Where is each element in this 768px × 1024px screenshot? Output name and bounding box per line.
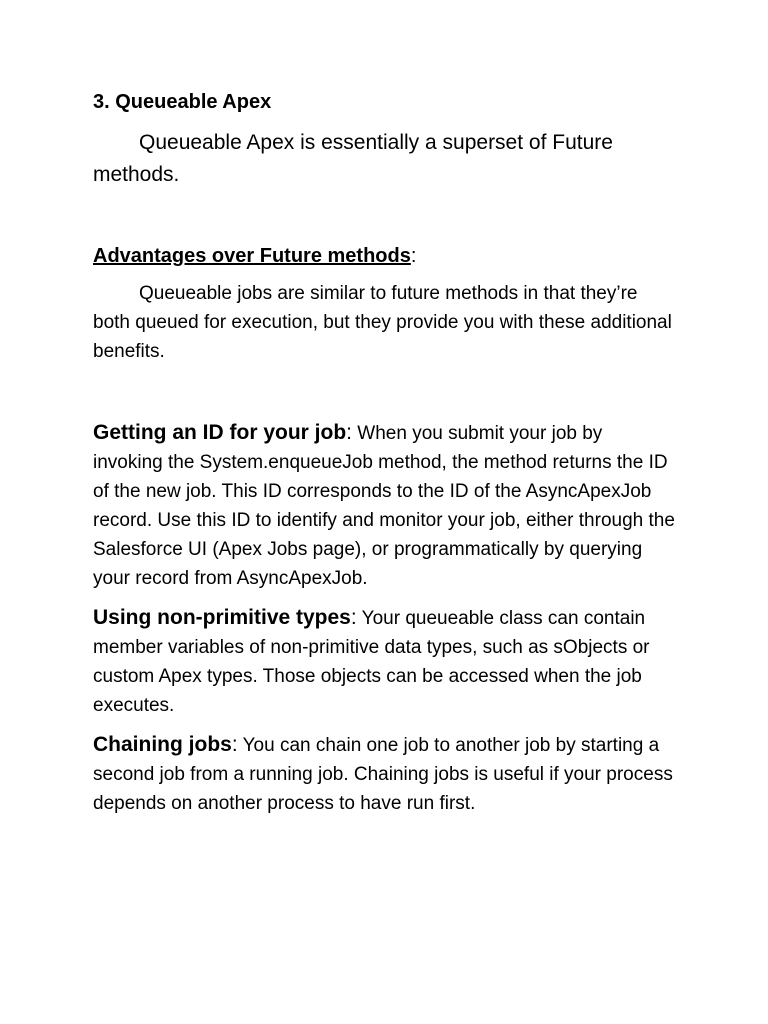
feature-colon: : <box>346 421 353 444</box>
feature-text: When you submit your job by invoking the System.enqueueJob method, the method returns the ID of the new job. This ID corresponds to the ID of the AsyncApexJob record. Use this ID to identify and monitor your job, either through the Salesforce UI (Apex Jobs page), or programmatically by querying your record from AsyncApexJob. <box>93 423 675 589</box>
section-title: 3. Queueable Apex <box>93 91 272 113</box>
advantages-intro: Queueable jobs are similar to future methods in that they’re both queued for execution, but they provide you with these additional benefits. <box>93 283 672 362</box>
feature-term: Getting an ID for your job <box>93 421 347 444</box>
section-lead: Queueable Apex is essentially a superset of Future methods. <box>93 131 613 186</box>
feature-colon: : <box>231 733 238 756</box>
feature-term: Chaining jobs <box>93 733 232 756</box>
feature-term: Using non-primitive types <box>93 606 351 629</box>
feature-colon: : <box>350 606 357 629</box>
feature-text: You can chain one job to another job by starting a second job from a running job. Chaining jobs is useful if your process depends on another process to have run first. <box>93 735 673 814</box>
advantages-heading-colon: : <box>410 245 417 267</box>
feature-non-primitive-types <box>93 603 676 720</box>
advantages-heading <box>93 243 676 269</box>
advantages-heading-text: Advantages over Future methods <box>93 245 411 267</box>
feature-chaining-jobs <box>93 730 676 818</box>
feature-text: Your queueable class can contain member variables of non-primitive data types, such as sObjects or custom Apex types. Those objects can be accessed when the job executes. <box>93 608 650 716</box>
feature-job-id <box>93 418 676 593</box>
